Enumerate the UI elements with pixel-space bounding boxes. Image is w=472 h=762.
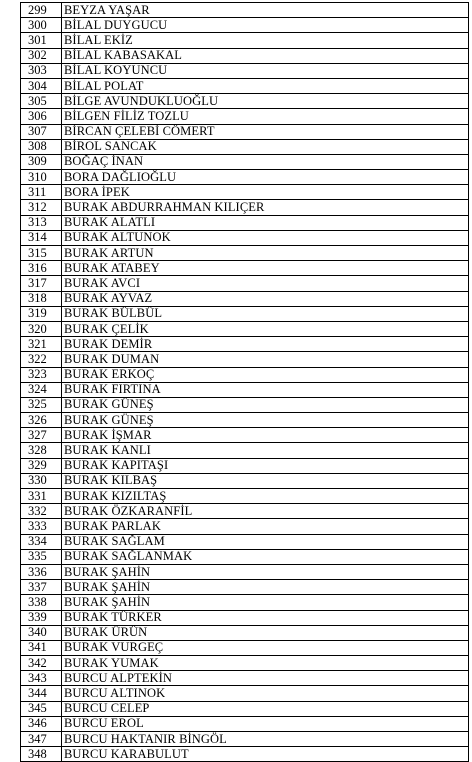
table-row	[21, 200, 469, 215]
person-name: BURAK İŞMAR	[62, 428, 469, 443]
table-row	[21, 534, 469, 549]
row-number: 319	[21, 306, 62, 321]
row-number: 304	[21, 78, 62, 93]
table-row	[21, 747, 469, 762]
row-number: 313	[21, 215, 62, 230]
row-number: 327	[21, 428, 62, 443]
table-row	[21, 656, 469, 671]
table-row	[21, 625, 469, 640]
person-name: BURAK PARLAK	[62, 519, 469, 534]
table-row	[21, 246, 469, 261]
table-row	[21, 306, 469, 321]
person-name: BİLAL EKİZ	[62, 33, 469, 48]
person-name: BURAK ALATLI	[62, 215, 469, 230]
row-number: 310	[21, 170, 62, 185]
row-number: 300	[21, 18, 62, 33]
row-number: 320	[21, 321, 62, 336]
table-row	[21, 367, 469, 382]
table-row	[21, 230, 469, 245]
row-number: 337	[21, 580, 62, 595]
table-row	[21, 519, 469, 534]
table-row	[21, 48, 469, 63]
row-number: 339	[21, 610, 62, 625]
row-number: 311	[21, 185, 62, 200]
row-number: 321	[21, 337, 62, 352]
person-name: BURAK KANLI	[62, 443, 469, 458]
person-name: BURAK KIZILTAŞ	[62, 489, 469, 504]
person-name: BURAK DUMAN	[62, 352, 469, 367]
person-name: BURAK ERKOÇ	[62, 367, 469, 382]
table-row	[21, 154, 469, 169]
table-row	[21, 291, 469, 306]
row-number: 318	[21, 291, 62, 306]
table-row	[21, 428, 469, 443]
person-name: BURAK GÜNEŞ	[62, 397, 469, 412]
row-number: 335	[21, 549, 62, 564]
row-number: 307	[21, 124, 62, 139]
person-name: BURAK TÜRKER	[62, 610, 469, 625]
row-number: 330	[21, 473, 62, 488]
name-list-body	[21, 3, 469, 762]
row-number: 342	[21, 656, 62, 671]
row-number: 308	[21, 139, 62, 154]
table-row	[21, 382, 469, 397]
row-number: 343	[21, 671, 62, 686]
table-row	[21, 443, 469, 458]
row-number: 312	[21, 200, 62, 215]
person-name: BURAK ŞAHİN	[62, 595, 469, 610]
row-number: 324	[21, 382, 62, 397]
person-name: BURAK KAPITAŞI	[62, 458, 469, 473]
person-name: BİLAL KABASAKAL	[62, 48, 469, 63]
table-row	[21, 321, 469, 336]
table-row	[21, 18, 469, 33]
table-row	[21, 78, 469, 93]
person-name: BİLGE AVUNDUKLUOĞLU	[62, 94, 469, 109]
row-number: 326	[21, 413, 62, 428]
row-number: 340	[21, 625, 62, 640]
table-row	[21, 124, 469, 139]
table-row	[21, 185, 469, 200]
person-name: BURAK SAĞLAM	[62, 534, 469, 549]
person-name: BURAK ÇELİK	[62, 321, 469, 336]
row-number: 331	[21, 489, 62, 504]
table-row	[21, 33, 469, 48]
table-row	[21, 413, 469, 428]
table-row	[21, 489, 469, 504]
person-name: BOĞAÇ İNAN	[62, 154, 469, 169]
person-name: BURAK ABDURRAHMAN KILIÇER	[62, 200, 469, 215]
table-row	[21, 671, 469, 686]
person-name: BURAK YUMAK	[62, 656, 469, 671]
row-number: 333	[21, 519, 62, 534]
person-name: BURAK KILBAŞ	[62, 473, 469, 488]
person-name: BURAK GÜNEŞ	[62, 413, 469, 428]
row-number: 344	[21, 686, 62, 701]
person-name: BEYZA YAŞAR	[62, 3, 469, 18]
row-number: 316	[21, 261, 62, 276]
row-number: 306	[21, 109, 62, 124]
table-row	[21, 215, 469, 230]
table-row	[21, 397, 469, 412]
row-number: 336	[21, 564, 62, 579]
person-name: BİRCAN ÇELEBİ CÖMERT	[62, 124, 469, 139]
person-name: BURAK DEMİR	[62, 337, 469, 352]
person-name: BURAK ŞAHİN	[62, 564, 469, 579]
person-name: BURAK ALTUNOK	[62, 230, 469, 245]
table-row	[21, 337, 469, 352]
person-name: BURCU HAKTANIR BİNGÖL	[62, 732, 469, 747]
table-row	[21, 473, 469, 488]
row-number: 302	[21, 48, 62, 63]
row-number: 345	[21, 701, 62, 716]
person-name: BİLAL DUYGUCU	[62, 18, 469, 33]
person-name: BİLGEN FİLİZ TOZLU	[62, 109, 469, 124]
person-name: BORA DAĞLIOĞLU	[62, 170, 469, 185]
person-name: BURCU CELEP	[62, 701, 469, 716]
table-row	[21, 610, 469, 625]
person-name: BURAK ATABEY	[62, 261, 469, 276]
row-number: 301	[21, 33, 62, 48]
table-row	[21, 3, 469, 18]
table-row	[21, 549, 469, 564]
person-name: BİROL SANCAK	[62, 139, 469, 154]
table-row	[21, 63, 469, 78]
row-number: 305	[21, 94, 62, 109]
person-name: BURAK AVCI	[62, 276, 469, 291]
person-name: BURAK ÜRÜN	[62, 625, 469, 640]
row-number: 322	[21, 352, 62, 367]
row-number: 334	[21, 534, 62, 549]
table-row	[21, 276, 469, 291]
person-name: BİLAL POLAT	[62, 78, 469, 93]
person-name: BURCU KARABULUT	[62, 747, 469, 762]
row-number: 317	[21, 276, 62, 291]
table-row	[21, 595, 469, 610]
person-name: BURAK AYVAZ	[62, 291, 469, 306]
row-number: 314	[21, 230, 62, 245]
person-name: BURCU ALPTEKİN	[62, 671, 469, 686]
person-name: BURAK BÜLBÜL	[62, 306, 469, 321]
row-number: 315	[21, 246, 62, 261]
person-name: BURAK VURGEÇ	[62, 640, 469, 655]
table-row	[21, 732, 469, 747]
row-number: 329	[21, 458, 62, 473]
row-number: 328	[21, 443, 62, 458]
row-number: 347	[21, 732, 62, 747]
name-list-table	[20, 2, 469, 762]
table-row	[21, 716, 469, 731]
person-name: BİLAL KOYUNCU	[62, 63, 469, 78]
table-row	[21, 170, 469, 185]
table-row	[21, 640, 469, 655]
table-row	[21, 564, 469, 579]
table-row	[21, 580, 469, 595]
person-name: BURAK FIRTINA	[62, 382, 469, 397]
row-number: 309	[21, 154, 62, 169]
table-row	[21, 504, 469, 519]
person-name: BURAK ŞAHİN	[62, 580, 469, 595]
person-name: BURAK ÖZKARANFİL	[62, 504, 469, 519]
table-row	[21, 458, 469, 473]
row-number: 299	[21, 3, 62, 18]
person-name: BURCU ALTINOK	[62, 686, 469, 701]
person-name: BORA İPEK	[62, 185, 469, 200]
row-number: 325	[21, 397, 62, 412]
table-row	[21, 261, 469, 276]
table-row	[21, 686, 469, 701]
row-number: 332	[21, 504, 62, 519]
table-row	[21, 701, 469, 716]
person-name: BURCU EROL	[62, 716, 469, 731]
row-number: 303	[21, 63, 62, 78]
table-row	[21, 109, 469, 124]
person-name: BURAK ARTUN	[62, 246, 469, 261]
row-number: 338	[21, 595, 62, 610]
row-number: 323	[21, 367, 62, 382]
person-name: BURAK SAĞLANMAK	[62, 549, 469, 564]
row-number: 346	[21, 716, 62, 731]
table-row	[21, 139, 469, 154]
table-row	[21, 352, 469, 367]
row-number: 348	[21, 747, 62, 762]
row-number: 341	[21, 640, 62, 655]
table-row	[21, 94, 469, 109]
